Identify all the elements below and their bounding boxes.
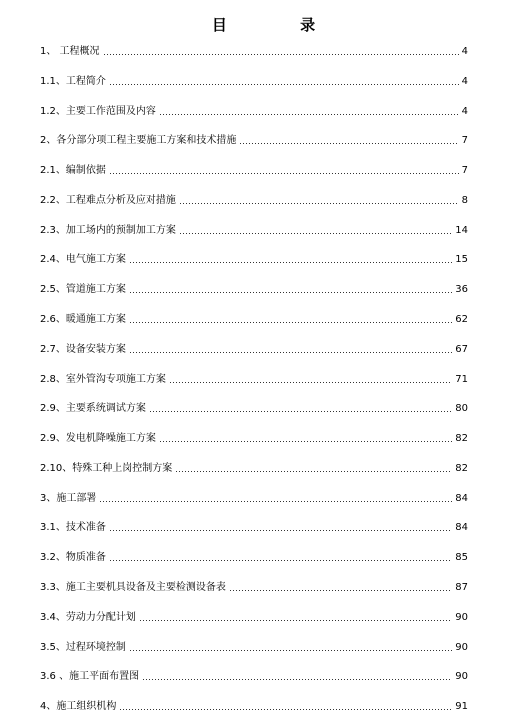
toc-entry-label: 2、各分部分项工程主要施工方案和技术措施: [40, 135, 237, 146]
toc-entry[interactable]: [40, 669, 468, 683]
toc-entry[interactable]: [40, 699, 468, 713]
toc-entry-label: 3.2、物质准备: [40, 552, 106, 563]
toc-entry[interactable]: [40, 44, 468, 58]
toc-entry[interactable]: [40, 372, 468, 386]
dot-leader: [169, 381, 452, 384]
toc-entry-label: 3.4、劳动力分配计划: [40, 612, 136, 623]
toc-entry-label: 3.1、技术准备: [40, 522, 106, 533]
toc-entry-label: 3.3、施工主要机具设备及主要检测设备表: [40, 582, 226, 593]
dot-leader: [229, 589, 452, 592]
page-title: 目 录: [211, 16, 350, 34]
toc-entry-label: 1.1、工程简介: [40, 76, 106, 87]
toc-entry-label: 2.6、暖通施工方案: [40, 314, 126, 325]
dot-leader: [103, 53, 459, 56]
toc-entry-page-number: 90: [455, 642, 468, 653]
toc-entry[interactable]: [40, 133, 468, 147]
toc-entry[interactable]: [40, 491, 468, 505]
toc-entry-label: 2.7、设备安装方案: [40, 344, 126, 355]
toc-entry-page-number: 4: [461, 106, 468, 117]
dot-leader: [109, 559, 452, 562]
toc-entry-label: 2.9、主要系统调试方案: [40, 403, 146, 414]
dot-leader: [109, 83, 459, 86]
toc-entry[interactable]: [40, 74, 468, 88]
toc-entry-page-number: 80: [455, 403, 468, 414]
toc-entry-label: 3.6 、施工平面布置图: [40, 671, 140, 682]
toc-entry-page-number: 85: [455, 552, 468, 563]
dot-leader: [129, 351, 452, 354]
toc-entry-page-number: 7: [461, 165, 468, 176]
toc-entry-page-number: 82: [455, 433, 468, 444]
toc-entry-label: 1.2、主要工作范围及内容: [40, 106, 156, 117]
dot-leader: [179, 202, 459, 205]
toc-entry-page-number: 84: [455, 522, 468, 533]
toc-entry-page-number: 91: [455, 701, 468, 712]
toc-entry[interactable]: [40, 312, 468, 326]
toc-entry-page-number: 4: [461, 46, 468, 57]
toc-entry-page-number: 14: [455, 225, 468, 236]
toc-entry-label: 2.10、特殊工种上岗控制方案: [40, 463, 173, 474]
toc-entry[interactable]: [40, 640, 468, 654]
dot-leader: [129, 261, 452, 264]
dot-leader: [129, 291, 452, 294]
toc-entry[interactable]: [40, 461, 468, 475]
dot-leader: [175, 470, 452, 473]
toc-entry-label: 2.4、电气施工方案: [40, 254, 126, 265]
toc-entry[interactable]: [40, 520, 468, 534]
toc-entry-page-number: 36: [455, 284, 468, 295]
dot-leader: [139, 619, 452, 622]
toc-entry-label: 2.9、发电机降噪施工方案: [40, 433, 156, 444]
dot-leader: [99, 500, 452, 503]
toc-entry[interactable]: [40, 342, 468, 356]
toc-entry-page-number: 90: [455, 671, 468, 682]
toc-entry-label: 2.8、室外管沟专项施工方案: [40, 374, 166, 385]
dot-leader: [149, 410, 452, 413]
toc-entry-page-number: 90: [455, 612, 468, 623]
toc-entry-page-number: 7: [461, 135, 468, 146]
dot-leader: [129, 321, 452, 324]
toc-entry-label: 2.5、管道施工方案: [40, 284, 126, 295]
toc-entry[interactable]: [40, 550, 468, 564]
toc-entry-label: 2.1、编制依据: [40, 165, 106, 176]
toc-entry-page-number: 87: [455, 582, 468, 593]
toc-entry-label: 2.2、工程难点分析及应对措施: [40, 195, 176, 206]
toc-entry-page-number: 71: [455, 374, 468, 385]
toc-entry-page-number: 67: [455, 344, 468, 355]
dot-leader: [109, 172, 459, 175]
toc-entry-page-number: 8: [461, 195, 468, 206]
toc-entry[interactable]: [40, 163, 468, 177]
toc-entry-label: 3、施工部署: [40, 493, 97, 504]
toc-entry-page-number: 15: [455, 254, 468, 265]
toc-entry-label: 3.5、过程环境控制: [40, 642, 126, 653]
dot-leader: [109, 529, 452, 532]
toc-entry[interactable]: [40, 193, 468, 207]
toc-entry[interactable]: [40, 401, 468, 415]
toc-entry[interactable]: [40, 104, 468, 118]
toc-entry[interactable]: [40, 282, 468, 296]
dot-leader: [239, 142, 458, 145]
toc-entry-label: 2.3、加工场内的预制加工方案: [40, 225, 176, 236]
dot-leader: [119, 708, 452, 711]
toc-entry-page-number: 62: [455, 314, 468, 325]
dot-leader: [129, 649, 452, 652]
toc-entry-page-number: 82: [455, 463, 468, 474]
toc-entry-label: 1、 工程概况: [40, 46, 100, 57]
dot-leader: [159, 440, 452, 443]
dot-leader: [159, 113, 459, 116]
toc-entry[interactable]: [40, 580, 468, 594]
toc-entry-page-number: 4: [461, 76, 468, 87]
toc-entry-label: 4、施工组织机构: [40, 701, 117, 712]
dot-leader: [179, 232, 452, 235]
dot-leader: [142, 678, 452, 681]
toc-entry[interactable]: [40, 431, 468, 445]
toc-entry[interactable]: [40, 252, 468, 266]
toc-entry[interactable]: [40, 610, 468, 624]
toc-entry-page-number: 84: [455, 493, 468, 504]
toc-entry[interactable]: [40, 223, 468, 237]
